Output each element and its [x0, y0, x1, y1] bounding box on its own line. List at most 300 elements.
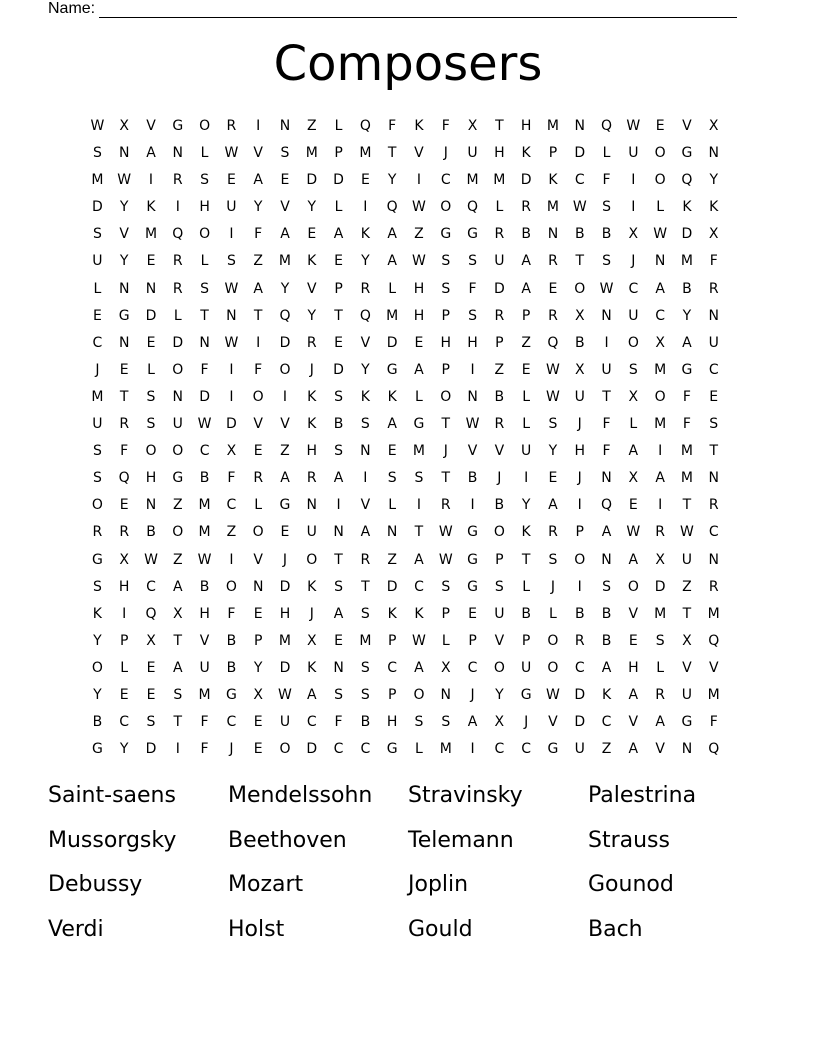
grid-letter: N [360, 443, 371, 460]
grid-letter: K [307, 253, 317, 270]
grid-letter: M [654, 416, 667, 433]
grid-letter: O [145, 443, 157, 460]
grid-letter: M [144, 226, 158, 243]
word-list-item: Beethoven [228, 827, 347, 853]
grid-letter: G [413, 416, 425, 433]
grid-letter: X [708, 118, 719, 134]
grid-letter: B [494, 497, 505, 514]
grid-letter: D [681, 226, 693, 243]
grid-letter: T [682, 605, 692, 622]
grid-letter: O [91, 497, 103, 514]
grid-letter: Z [306, 118, 317, 134]
grid-letter: A [146, 145, 156, 162]
grid-letter: S [655, 632, 665, 649]
name-blank-line [99, 2, 737, 18]
grid-letter: Z [414, 226, 424, 243]
grid-letter: C [226, 497, 237, 514]
grid-letter: O [654, 388, 666, 405]
grid-letter: L [200, 253, 209, 270]
grid-letter: V [682, 118, 692, 134]
grid-letter: J [550, 578, 556, 595]
grid-letter: L [334, 118, 343, 134]
grid-letter: G [547, 741, 559, 758]
grid-letter: U [521, 659, 532, 676]
grid-letter: M [91, 172, 104, 189]
grid-letter: F [602, 172, 611, 189]
word-list-item: Saint-saens [48, 783, 176, 808]
grid-letter: B [494, 388, 505, 405]
grid-letter: S [709, 416, 719, 433]
grid-letter: W [117, 172, 132, 189]
word-list-item: Mendelssohn [228, 783, 373, 808]
grid-letter: X [119, 551, 129, 568]
grid-letter: V [708, 659, 719, 676]
grid-letter: D [145, 741, 157, 758]
grid-letter: U [628, 307, 639, 324]
grid-letter: K [387, 388, 397, 405]
grid-letter: P [387, 686, 397, 703]
grid-letter: S [92, 145, 102, 162]
grid-letter: J [229, 741, 234, 758]
grid-letter: B [226, 659, 237, 676]
grid-letter: W [680, 524, 694, 541]
grid-letter: O [279, 361, 291, 378]
grid-letter: M [386, 307, 399, 324]
grid-letter: C [708, 524, 719, 541]
grid-letter: H [520, 118, 532, 134]
word-list-item: Strauss [588, 827, 670, 853]
grid-letter: U [226, 199, 237, 216]
grid-letter: C [574, 659, 585, 676]
grid-letter: A [280, 470, 290, 487]
grid-letter: R [548, 524, 558, 541]
grid-letter: L [147, 361, 155, 378]
grid-letter: L [656, 659, 665, 676]
grid-letter: Y [119, 253, 129, 270]
grid-letter: J [95, 361, 100, 378]
word-list-item: Verdi [48, 916, 104, 942]
grid-letter: W [546, 686, 560, 703]
grid-letter: K [521, 524, 531, 541]
grid-letter: Y [93, 686, 102, 703]
grid-letter: R [548, 253, 558, 270]
grid-letter: R [360, 551, 371, 568]
grid-letter: P [441, 307, 450, 324]
grid-letter: D [574, 145, 586, 162]
grid-letter: M [305, 145, 318, 162]
grid-letter: I [470, 741, 475, 758]
grid-letter: K [601, 686, 612, 703]
grid-letter: A [306, 686, 317, 703]
grid-letter: U [494, 605, 505, 622]
grid-letter: M [198, 524, 211, 541]
grid-letter: G [172, 118, 184, 134]
grid-letter: D [92, 199, 103, 216]
grid-letter: M [359, 145, 372, 162]
grid-letter: R [172, 253, 183, 270]
grid-letter: G [467, 551, 478, 568]
grid-letter: D [386, 334, 398, 351]
word-list-item: Joplin [408, 872, 469, 897]
grid-letter: H [440, 334, 452, 351]
grid-letter: H [467, 334, 478, 351]
grid-letter: M [680, 443, 693, 460]
grid-letter: X [628, 470, 639, 487]
grid-letter: W [224, 280, 239, 297]
grid-letter: B [521, 605, 531, 622]
grid-letter: I [658, 497, 663, 514]
grid-letter: Q [145, 605, 157, 622]
grid-letter: K [360, 226, 370, 243]
grid-letter: M [278, 253, 292, 270]
grid-letter: N [279, 118, 291, 134]
grid-letter: C [226, 714, 237, 731]
grid-letter: C [628, 280, 639, 297]
grid-letter: A [414, 551, 424, 568]
grid-letter: E [253, 714, 263, 731]
word-list-item: Debussy [48, 872, 143, 897]
grid-letter: W [412, 253, 426, 270]
grid-letter: A [628, 686, 639, 703]
grid-letter: Z [521, 334, 531, 351]
grid-letter: V [548, 714, 558, 731]
grid-letter: E [226, 172, 236, 189]
grid-letter: A [655, 470, 665, 487]
grid-letter: N [708, 307, 719, 324]
grid-letter: M [91, 388, 104, 405]
grid-letter: S [226, 253, 236, 270]
grid-letter: Q [601, 118, 613, 134]
page-title: Composers [273, 36, 543, 92]
grid-letter: L [415, 741, 423, 758]
grid-letter: F [388, 118, 397, 134]
grid-letter: N [226, 307, 237, 324]
grid-letter: R [708, 280, 719, 297]
grid-letter: I [658, 443, 663, 460]
grid-letter: P [521, 307, 531, 324]
grid-letter: E [119, 686, 129, 703]
grid-letter: A [387, 253, 397, 270]
letter-grid [84, 113, 727, 763]
grid-letter: J [309, 605, 314, 622]
grid-letter: S [468, 253, 477, 270]
grid-letter: K [146, 199, 156, 216]
grid-letter: E [253, 741, 263, 758]
name-field [48, 0, 737, 18]
grid-letter: D [199, 388, 210, 405]
grid-letter: F [682, 416, 691, 433]
grid-letter: M [359, 632, 372, 649]
grid-letter: S [441, 280, 451, 297]
grid-letter: Q [467, 199, 479, 216]
grid-letter: V [655, 741, 665, 758]
grid-letter: S [146, 714, 156, 731]
word-list-item: Mozart [228, 872, 304, 897]
grid-letter: P [441, 361, 450, 378]
grid-letter: W [572, 199, 587, 216]
grid-letter: M [680, 470, 693, 487]
grid-letter: R [306, 470, 317, 487]
grid-letter: V [360, 334, 371, 351]
grid-letter: A [601, 659, 612, 676]
grid-letter: F [120, 443, 129, 460]
grid-letter: I [363, 199, 368, 216]
grid-letter: E [253, 443, 263, 460]
grid-letter: O [654, 145, 666, 162]
grid-letter: C [333, 741, 344, 758]
grid-letter: S [334, 388, 344, 405]
grid-letter: A [173, 659, 183, 676]
grid-letter: A [601, 524, 612, 541]
grid-letter: E [468, 605, 477, 622]
grid-letter: X [708, 226, 719, 243]
grid-letter: R [172, 172, 183, 189]
grid-letter: R [521, 199, 532, 216]
grid-letter: K [360, 388, 370, 405]
grid-letter: S [173, 686, 183, 703]
grid-letter: D [333, 172, 344, 189]
grid-letter: L [656, 199, 665, 216]
grid-letter: Y [253, 659, 263, 676]
grid-letter: C [387, 659, 398, 676]
grid-letter: M [546, 199, 559, 216]
grid-letter: S [387, 470, 397, 487]
grid-letter: X [226, 443, 237, 460]
grid-letter: H [574, 443, 585, 460]
grid-letter: I [229, 361, 234, 378]
grid-letter: N [681, 741, 693, 758]
grid-letter: R [119, 416, 130, 433]
grid-letter: K [548, 172, 558, 189]
grid-letter: G [118, 307, 130, 324]
grid-letter: F [441, 118, 450, 134]
grid-letter: N [252, 578, 264, 595]
grid-letter: L [200, 145, 209, 162]
grid-letter: Z [172, 497, 183, 514]
grid-letter: C [601, 714, 612, 731]
grid-letter: E [119, 497, 129, 514]
grid-letter: D [333, 361, 344, 378]
grid-letter: I [577, 578, 582, 595]
grid-letter: I [148, 172, 154, 189]
grid-letter: O [199, 118, 211, 134]
grid-letter: B [199, 470, 210, 487]
grid-letter: P [548, 145, 558, 162]
grid-letter: J [309, 361, 314, 378]
grid-letter: F [468, 280, 477, 297]
grid-letter: E [548, 280, 558, 297]
grid-letter: W [653, 226, 668, 243]
grid-letter: V [253, 145, 263, 162]
grid-letter: G [681, 145, 693, 162]
grid-letter: L [120, 659, 129, 676]
grid-letter: E [655, 118, 665, 134]
grid-letter: I [282, 388, 288, 405]
grid-letter: T [602, 388, 611, 405]
grid-letter: R [548, 307, 558, 324]
grid-letter: L [495, 199, 504, 216]
grid-letter: C [467, 659, 478, 676]
grid-letter: Z [494, 361, 505, 378]
grid-letter: L [93, 280, 102, 297]
grid-letter: V [494, 632, 505, 649]
grid-letter: U [574, 388, 585, 405]
grid-letter: T [334, 551, 343, 568]
grid-letter: V [360, 497, 371, 514]
grid-letter: Q [708, 741, 720, 758]
grid-letter: I [631, 199, 636, 216]
grid-letter: I [470, 497, 475, 514]
grid-letter: I [256, 118, 261, 134]
grid-letter: N [145, 497, 157, 514]
grid-letter: Z [682, 578, 692, 595]
grid-letter: K [307, 659, 317, 676]
grid-letter: Z [226, 524, 237, 541]
grid-letter: R [655, 686, 665, 703]
grid-letter: G [91, 741, 103, 758]
grid-letter: S [92, 226, 102, 243]
grid-letter: Z [253, 253, 263, 270]
grid-letter: W [144, 551, 158, 568]
grid-letter: B [574, 334, 585, 351]
grid-letter: H [118, 578, 130, 595]
grid-letter: F [602, 443, 611, 460]
grid-letter: V [494, 443, 505, 460]
grid-letter: G [520, 686, 532, 703]
grid-letter: N [172, 388, 184, 405]
grid-letter: P [495, 334, 504, 351]
grid-letter: L [254, 497, 263, 514]
grid-letter: R [119, 524, 130, 541]
grid-letter: D [279, 334, 291, 351]
grid-letter: R [494, 416, 505, 433]
grid-letter: F [200, 361, 209, 378]
grid-letter: C [360, 741, 371, 758]
grid-letter: O [547, 659, 559, 676]
grid-letter: F [709, 253, 718, 270]
grid-letter: Z [280, 443, 290, 460]
grid-letter: Q [601, 497, 613, 514]
grid-letter: V [280, 199, 290, 216]
grid-letter: K [521, 145, 531, 162]
grid-letter: A [333, 605, 344, 622]
grid-letter: G [225, 686, 237, 703]
grid-letter: O [627, 334, 639, 351]
grid-letter: D [172, 334, 184, 351]
grid-letter: E [387, 443, 397, 460]
grid-letter: U [92, 253, 103, 270]
word-list-item: Palestrina [588, 783, 697, 808]
grid-letter: Y [548, 443, 558, 460]
grid-letter: H [199, 605, 210, 622]
grid-letter: S [334, 686, 344, 703]
grid-letter: S [441, 714, 451, 731]
grid-letter: K [414, 605, 424, 622]
grid-letter: Z [172, 551, 183, 568]
grid-letter: B [601, 605, 612, 622]
grid-letter: G [91, 551, 103, 568]
grid-letter: S [200, 280, 210, 297]
grid-letter: N [199, 334, 210, 351]
grid-letter: P [387, 632, 397, 649]
grid-letter: S [92, 443, 102, 460]
grid-letter: N [574, 118, 585, 134]
grid-letter: Q [359, 118, 371, 134]
grid-letter: Q [172, 226, 184, 243]
grid-letter: B [574, 226, 585, 243]
grid-letter: O [172, 524, 184, 541]
grid-letter: O [654, 172, 666, 189]
grid-letter: W [626, 118, 641, 134]
grid-letter: A [387, 416, 397, 433]
grid-letter: T [361, 578, 370, 595]
grid-letter: I [363, 470, 368, 487]
grid-letter: V [628, 605, 639, 622]
grid-letter: J [470, 686, 475, 703]
grid-letter: F [200, 741, 209, 758]
grid-letter: X [467, 118, 478, 134]
grid-letter: O [225, 578, 237, 595]
grid-letter: E [521, 361, 531, 378]
grid-letter: J [577, 470, 582, 487]
grid-letter: N [601, 470, 612, 487]
grid-letter: S [548, 551, 558, 568]
word-list-item: Holst [228, 916, 285, 942]
grid-letter: U [199, 659, 210, 676]
name-label: Name: [48, 0, 96, 17]
grid-letter: D [654, 578, 666, 595]
grid-letter: F [682, 388, 691, 405]
grid-letter: D [279, 659, 291, 676]
grid-letter: S [92, 578, 102, 595]
grid-letter: M [198, 686, 211, 703]
grid-letter: N [601, 551, 612, 568]
grid-letter: T [521, 551, 531, 568]
grid-letter: G [440, 226, 452, 243]
grid-letter: C [146, 578, 156, 595]
grid-letter: W [438, 551, 453, 568]
grid-letter: E [280, 172, 290, 189]
grid-letter: G [681, 714, 693, 731]
grid-letter: A [173, 578, 183, 595]
grid-letter: C [414, 578, 424, 595]
grid-letter: F [334, 714, 343, 731]
grid-letter: I [416, 172, 422, 189]
grid-letter: N [601, 307, 612, 324]
grid-letter: I [604, 334, 609, 351]
grid-letter: I [416, 497, 422, 514]
grid-letter: D [279, 578, 291, 595]
grid-letter: D [225, 416, 237, 433]
grid-letter: O [440, 388, 452, 405]
grid-letter: L [522, 578, 531, 595]
grid-letter: L [388, 497, 397, 514]
grid-letter: S [602, 578, 611, 595]
grid-letter: J [631, 253, 636, 270]
grid-letter: E [414, 334, 424, 351]
grid-letter: N [118, 334, 130, 351]
grid-letter: O [252, 524, 264, 541]
grid-letter: O [306, 551, 318, 568]
grid-letter: F [602, 416, 611, 433]
grid-letter: M [680, 253, 693, 270]
grid-letter: S [414, 714, 424, 731]
grid-letter: N [172, 145, 184, 162]
grid-letter: R [226, 118, 237, 134]
grid-letter: U [92, 416, 103, 433]
grid-letter: A [655, 280, 665, 297]
grid-letter: U [681, 551, 693, 568]
